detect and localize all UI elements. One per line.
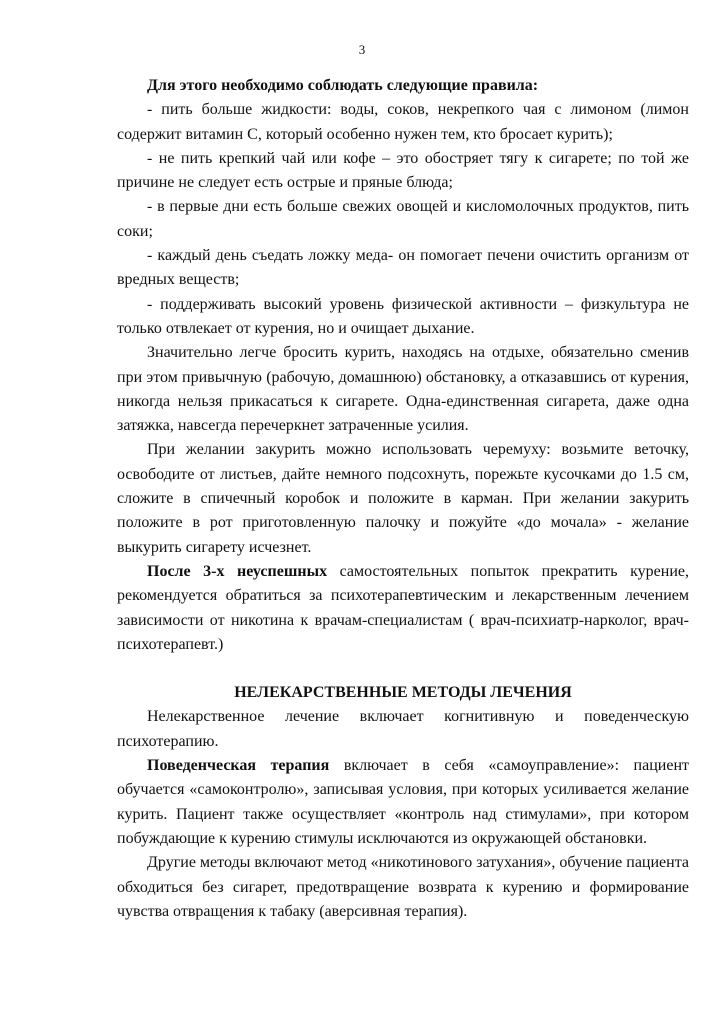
rule-item-fresh-vegetables: - в первые дни есть больше свежих овощей и кисломолочных продуктов, пить соки;	[117, 198, 689, 240]
rule-item-drink-liquids: - пить больше жидкости: воды, соков, некрепкого чая с лимоном (лимон содержит витамин С, который особенно нужен тем, кто бросает курить);	[117, 101, 689, 143]
paragraph-vacation: Значительно легче бросить курить, находясь на отдыхе, обязательно сменив при этом привычную (рабочую, домашнюю) обстановку, а отказавшись от курения, никогда нельзя прикасаться к сигарете. Одна-единственная сигарета, даже одна затяжка, навсегда перечеркнет затраченные усилия.	[117, 344, 689, 435]
paragraph-other-methods: Другие методы включают метод «никотинового затухания», обучение пациента обходиться без сигарет, предотвращение возврата к курению и формирование чувства отвращения к табаку (аверсивная терапия).	[117, 854, 690, 920]
paragraph-section-intro: Нелекарственное лечение включает когнитивную и поведенческую психотерапию.	[117, 708, 689, 750]
paragraph-cherry: При желании закурить можно использовать черемуху: возьмите веточку, освободите от листьев, дайте немного подсохнуть, порежьте кусочками до 1.5 см, сложите в спичечный коробок и положите в карман. При желании закурить положите в рот приготовленную палочку и пожуйте «до мочала» - желание выкурить сигарету исчезнет.	[117, 441, 689, 556]
section-heading-non-drug-methods: НЕЛЕКАРСТВЕННЫЕ МЕТОДЫ ЛЕЧЕНИЯ	[234, 684, 572, 702]
paragraph-behavioral-therapy	[117, 754, 689, 851]
behavioral-therapy-text: включает в себя «самоуправление»: пациент обучается «самоконтролю», записывая условия, при которых усиливается желание курить. Пациент также осуществляет «контроль над стимулами», при котором побуждающие к курению стимулы исключаются из окружающей обстановки.	[117, 757, 689, 847]
behavioral-therapy-term: Поведенческая терапия	[147, 757, 330, 775]
page-body	[117, 74, 689, 924]
rules-heading: Для этого необходимо соблюдать следующие правила:	[147, 77, 539, 94]
rule-item-physical-activity: - поддерживать высокий уровень физической активности – физкультура не только отвлекает от курения, но и очищает дыхание.	[117, 295, 689, 337]
after-attempts-text: самостоятельных попыток прекратить курение, рекомендуется обратиться за психотерапевтическим и лекарственным лечением зависимости от никотина к врачам-специалистам ( врач-психиатр-нарколог, врач-психотерапевт.)	[117, 562, 689, 653]
after-attempts-emphasis: После 3-х неуспешных	[147, 562, 328, 580]
page-number: 3	[358, 42, 366, 57]
rule-item-honey: - каждый день съедать ложку меда- он помогает печени очистить организм от вредных веществ;	[117, 247, 689, 289]
rule-item-avoid-strong-tea: - не пить крепкий чай или кофе – это обостряет тягу к сигарете; по той же причине не следует есть острые и пряные блюда;	[117, 149, 689, 192]
paragraph-after-attempts	[117, 560, 689, 657]
